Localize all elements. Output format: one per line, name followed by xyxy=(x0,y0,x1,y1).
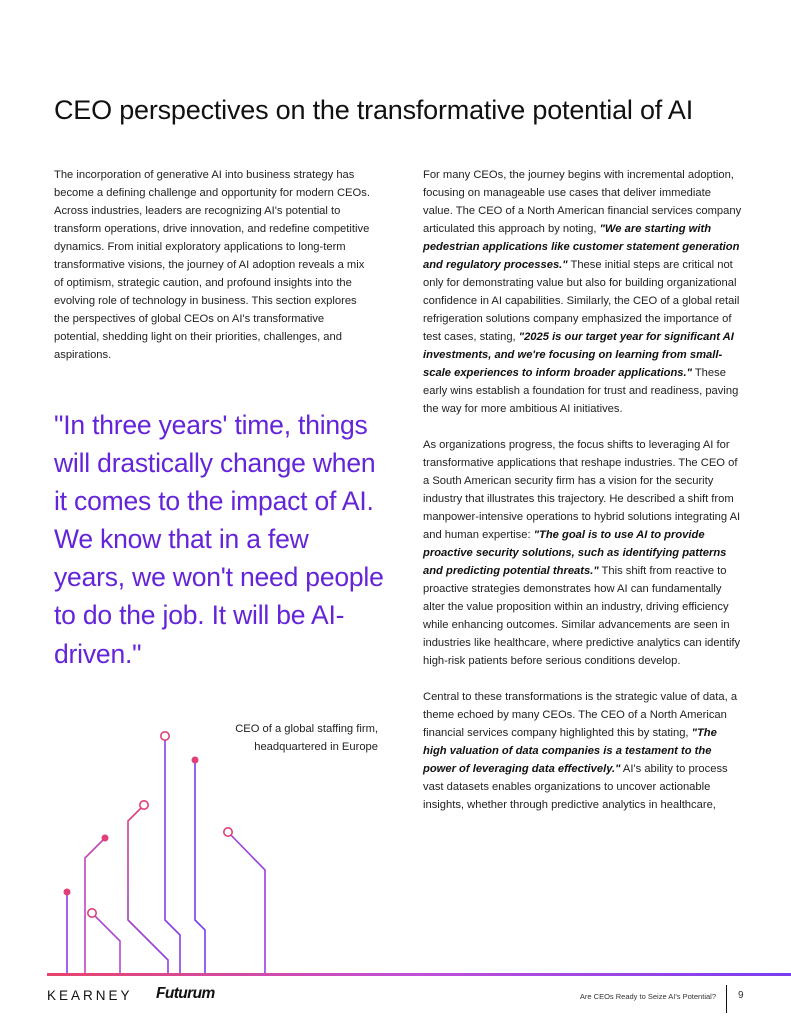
circuit-line xyxy=(92,913,120,975)
circuit-node xyxy=(192,757,199,764)
page-title: CEO perspectives on the transformative potential of AI xyxy=(54,95,694,125)
circuit-node xyxy=(161,732,169,740)
circuit-node xyxy=(88,909,96,917)
inline-quote: "The high valuation of data companies is a testament to the power of leveraging data effectively." xyxy=(423,727,717,775)
kearney-logo: KEARNEY xyxy=(47,988,133,1003)
circuit-node xyxy=(102,835,109,842)
circuit-line xyxy=(195,760,205,975)
body-text: This shift from reactive to proactive strategies demonstrates how AI can fundamentally alter the value proposition within an industry, driving efficiency while enhancing outcomes. Similar advancements are seen in industries like healthcare, where predictive analytics can identify high-risk patients before serious conditions develop. xyxy=(423,565,741,667)
attribution-line: CEO of a global staffing firm, xyxy=(235,723,378,735)
page-number: 9 xyxy=(738,990,744,1001)
pull-quote: "In three years' time, things will drastically change when it comes to the impact of AI. We know that in a few years, we won't need people to do the job. It will be AI-driven." xyxy=(54,410,384,669)
body-text: As organizations progress, the focus shifts to leveraging AI for transformative applications that reshape industries. The CEO of a South American security firm has a vision for the security industry that illustrates this trajectory. He described a shift from manpower-intensive operations to hybrid solutions integrating AI and human expertise: xyxy=(423,439,741,541)
body-text: These initial steps are critical not only for demonstrating value but also for building organizational confidence in AI capabilities. Similarly, the CEO of a global retail refrigeration solutions company emphasized the importance of test cases, stating, xyxy=(423,259,740,343)
body-paragraph xyxy=(423,166,743,418)
body-text: AI's ability to process vast datasets enables organizations to uncover actionable insights, whether through predictive analytics in healthcare, xyxy=(423,763,728,811)
body-paragraph xyxy=(423,688,743,814)
circuit-lines-graphic xyxy=(0,720,300,980)
inline-quote: "2025 is our target year for significant AI investments, and we're focusing on learning from small-scale experiences to inform broader applications." xyxy=(423,331,734,379)
body-text: For many CEOs, the journey begins with incremental adoption, focusing on manageable use cases that deliver immediate value. The CEO of a North American financial services company articulated this approach by noting, xyxy=(423,169,742,235)
left-column xyxy=(54,166,372,364)
inline-quote: "We are starting with pedestrian applications like customer statement generation and regulatory processes." xyxy=(423,223,740,271)
circuit-line xyxy=(228,832,265,975)
circuit-line xyxy=(128,805,168,975)
circuit-node xyxy=(64,889,71,896)
attribution-line: headquartered in Europe xyxy=(254,741,378,753)
intro-paragraph: The incorporation of generative AI into business strategy has become a defining challenge and opportunity for modern CEOs. Across industries, leaders are recognizing AI's potential to transform operations, drive innovation, and redefine competitive dynamics. From initial exploratory applications to long-term transformative visions, the journey of AI adoption reveals a mix of optimism, strategic caution, and profound insights into the evolving role of technology in business. This section explores the perspectives of global CEOs on AI's transformative potential, shedding light on their priorities, challenges, and aspirations. xyxy=(54,169,370,361)
circuit-node xyxy=(140,801,148,809)
circuit-node xyxy=(224,828,232,836)
footer-divider xyxy=(47,973,791,977)
futurum-logo: Futurum xyxy=(156,985,215,1002)
body-paragraph xyxy=(423,436,743,670)
circuit-line xyxy=(85,838,105,975)
circuit-line xyxy=(165,736,180,975)
footer-report-title: Are CEOs Ready to Seize AI's Potential? xyxy=(579,992,716,1001)
inline-quote: "The goal is to use AI to provide proactive security solutions, such as identifying patterns and predicting potential threats." xyxy=(423,529,727,577)
body-text: These early wins establish a foundation for trust and readiness, paving the way for more ambitious AI initiatives. xyxy=(423,367,739,415)
footer-separator xyxy=(726,985,727,1013)
right-column xyxy=(423,166,743,832)
body-text: Central to these transformations is the strategic value of data, a theme echoed by many CEOs. The CEO of a North American financial services company highlighted this by stating, xyxy=(423,691,738,739)
